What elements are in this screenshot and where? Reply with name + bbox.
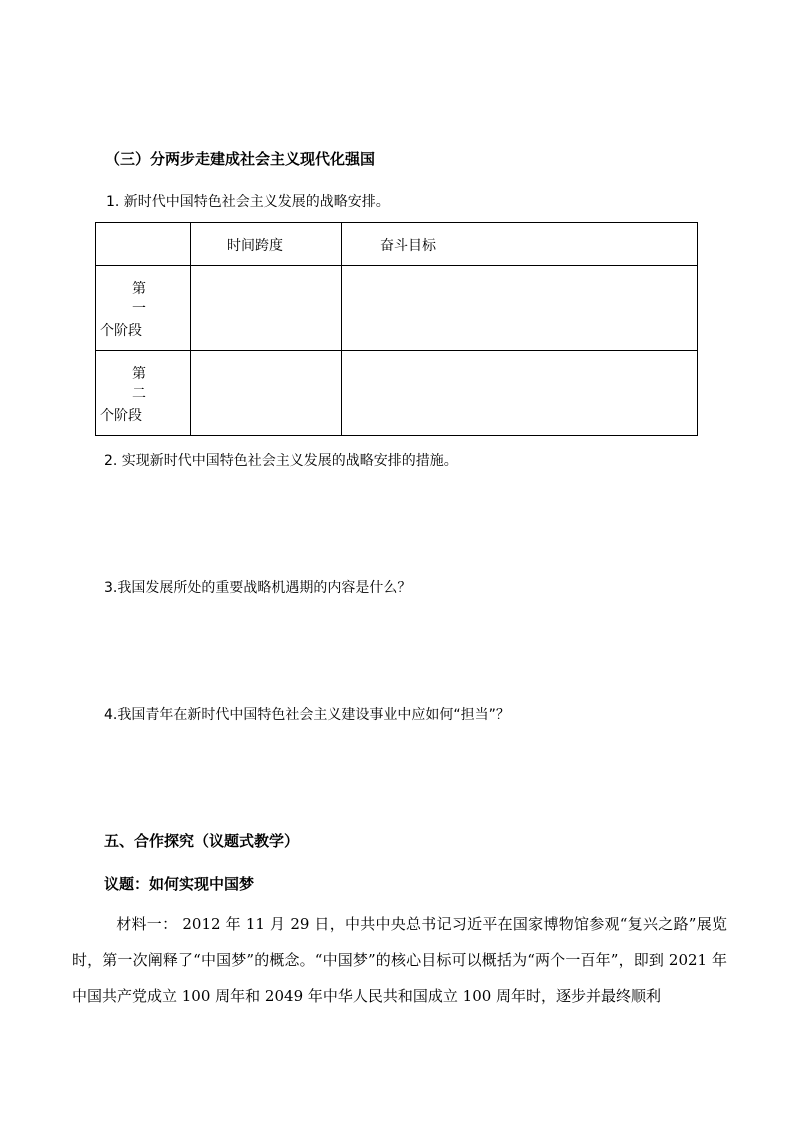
stage-cell [96, 266, 191, 351]
section-title: （三）分两步走建成社会主义现代化强国 [105, 150, 376, 168]
goal-cell[interactable] [342, 351, 698, 436]
question-2: 2. 实现新时代中国特色社会主义发展的战略安排的措施。 [104, 453, 458, 469]
strategy-table [95, 222, 698, 436]
header-cell-goal: 奋斗目标 [342, 223, 698, 266]
question-3: 3.我国发展所处的重要战略机遇期的内容是什么？ [104, 580, 412, 596]
stage-label-continued: 个阶段 [100, 408, 142, 424]
table-row [96, 266, 698, 351]
topic-title: 议题：如何实现中国梦 [104, 875, 255, 893]
question-4: 4.我国青年在新时代中国特色社会主义建设事业中应如何“担当”？ [104, 707, 510, 723]
header-cell-empty [96, 223, 191, 266]
table-row [96, 351, 698, 436]
table-header-row [96, 223, 698, 266]
time-span-cell[interactable] [191, 266, 342, 351]
stage-label-continued: 个阶段 [100, 323, 142, 339]
section-5-title: 五、合作探究（议题式教学） [104, 832, 300, 850]
goal-cell[interactable] [342, 266, 698, 351]
material-paragraph: 材料一： 2012 年 11 月 29 日，中共中央总书记习近平在国家博物馆参观“复兴之路”展览时，第一次阐释了“中国梦”的概念。“中国梦”的核心目标可以概括为“两个一百年”，即到 2021 年中国共产党成立 100 周年和 2049 年中华人民共和国成立 100 周年时，逐步并最终顺利 [72, 915, 727, 1005]
stage-cell [96, 351, 191, 436]
question-1: 1. 新时代中国特色社会主义发展的战略安排。 [106, 194, 390, 210]
stage-label: 第二 [132, 366, 170, 402]
header-cell-time-span: 时间跨度 [191, 223, 342, 266]
stage-label: 第一 [132, 281, 170, 317]
time-span-cell[interactable] [191, 351, 342, 436]
